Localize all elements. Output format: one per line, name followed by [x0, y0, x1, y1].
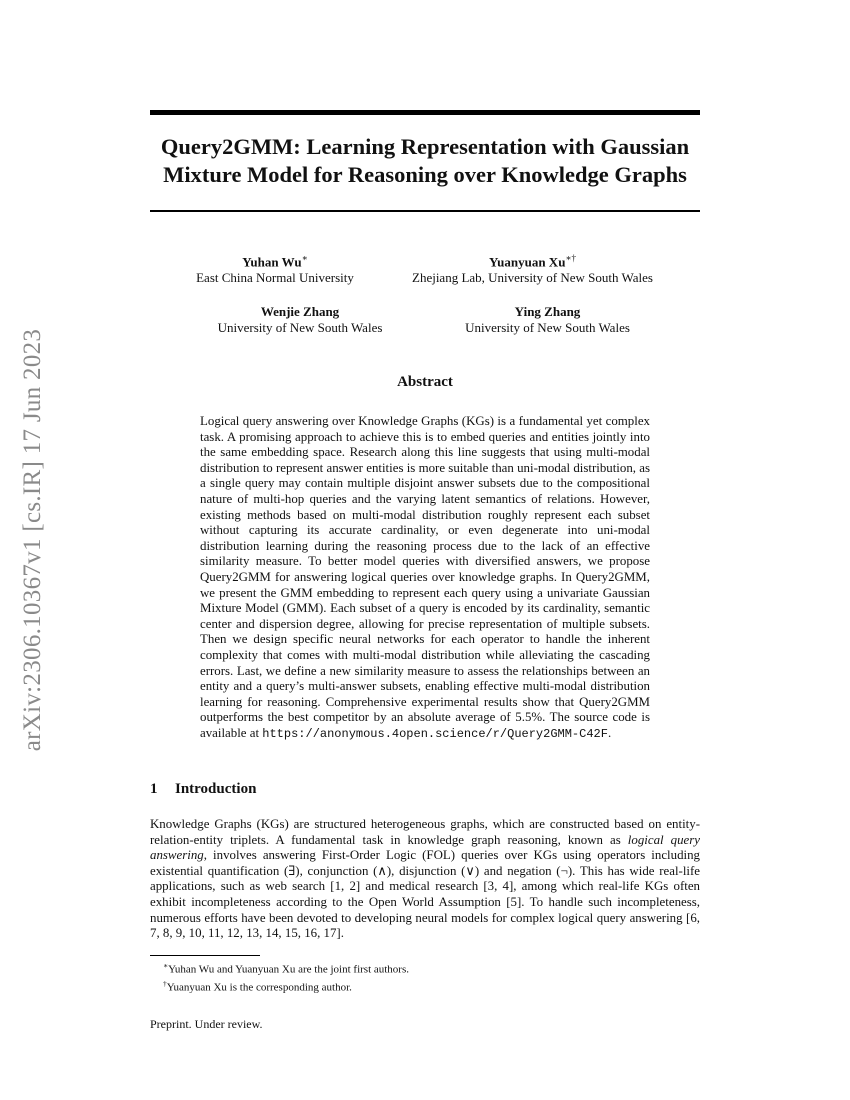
section-heading-introduction: 1 Introduction — [150, 781, 257, 797]
author-name: Ying Zhang — [514, 304, 581, 319]
author-block — [205, 304, 395, 336]
title-rule-bottom — [150, 210, 700, 212]
footnotes — [163, 959, 700, 994]
introduction-paragraph: Knowledge Graphs (KGs) are structured heterogeneous graphs, which are constructed based on entity-relation-entity triplets. A fundamental task in knowledge graph reasoning, known as logical query answering, involves answering First-Order Logic (FOL) queries over KGs using operators including existential quantification (∃), conjunction (∧), disjunction (∨) and negation (¬). This has wide real-life applications, such as web search [1, 2] and medical research [3, 4], among which real-life KGs often exhibit incompleteness according to the Open World Assumption [5]. To handle such incompleteness, numerous efforts have been devoted to developing neural models for complex logical query answering [6, 7, 8, 9, 10, 11, 12, 13, 14, 15, 16, 17]. — [150, 817, 700, 941]
abstract-heading: Abstract — [397, 374, 453, 390]
author-affiliation: University of New South Wales — [465, 320, 630, 335]
footnote-rule — [150, 955, 260, 956]
author-block — [445, 304, 650, 336]
author-affiliation: East China Normal University — [196, 270, 354, 286]
arxiv-identifier: arXiv:2306.10367v1 [cs.IR] 17 Jun 2023 — [19, 328, 47, 752]
paper-title: Query2GMM: Learning Representation with Gaussian Mixture Model for Reasoning over Knowledge Graphs — [160, 134, 690, 187]
author-block — [395, 250, 670, 286]
source-code-link[interactable]: https://anonymous.4open.science/r/Query2GMM-C42F — [262, 726, 608, 741]
author-name: Yuanyuan Xu∗† — [488, 253, 577, 270]
author-affiliation: University of New South Wales — [217, 320, 383, 335]
author-affiliation: Zhejiang Lab, University of New South Wales — [412, 270, 653, 286]
author-name: Yuhan Wu∗ — [242, 253, 308, 270]
title-rule-top — [150, 110, 700, 115]
author-name: Wenjie Zhang — [260, 304, 340, 319]
footnote: †Yuanyuan Xu is the corresponding author. — [163, 978, 352, 994]
footnote: ∗Yuhan Wu and Yuanyuan Xu are the joint first authors. — [163, 961, 410, 976]
preprint-notice: Preprint. Under review. — [150, 1017, 263, 1031]
author-block — [180, 250, 370, 286]
abstract-text: Logical query answering over Knowledge Graphs (KGs) is a fundamental yet complex task. A promising approach to achieve this is to embed queries and entities jointly into the same embedding space. Research along this line suggests that using multi-modal distribution to represent answer entities is more suitable than uni-modal distribution, as a single query may contain multiple disjoint answer subsets due to the compositional nature of multi-hop queries and the varying latent semantics of relations. However, existing methods based on multi-modal distribution roughly represent each subset without capturing its accurate cardinality, or even degenerate into uni-modal distribution learning during the reasoning process due to the lack of an effective similarity measure. To better model queries with diversified answers, we propose Query2GMM for answering logical queries over knowledge graphs. In Query2GMM, we present the GMM embedding to represent each query using a univariate Gaussian Mixture Model (GMM). Each subset of a query is encoded by its cardinality, semantic center and dispersion degree, allowing for precise representation of multiple subsets. Then we design specific neural networks for each operator to handle the inherent complexity that comes with multi-modal distribution while alleviating the cascading errors. Last, we define a new similarity measure to assess the relationships between an entity and a query’s multi-answer subsets, enabling effective multi-modal distribution learning for reasoning. Comprehensive experimental results show that Query2GMM outperforms the best competitor by an absolute average of 5.5%. The source code is available at https://anonymous.4open.science/r/Query2GMM-C42F. — [200, 414, 650, 741]
arxiv-sidebar — [8, 300, 58, 780]
